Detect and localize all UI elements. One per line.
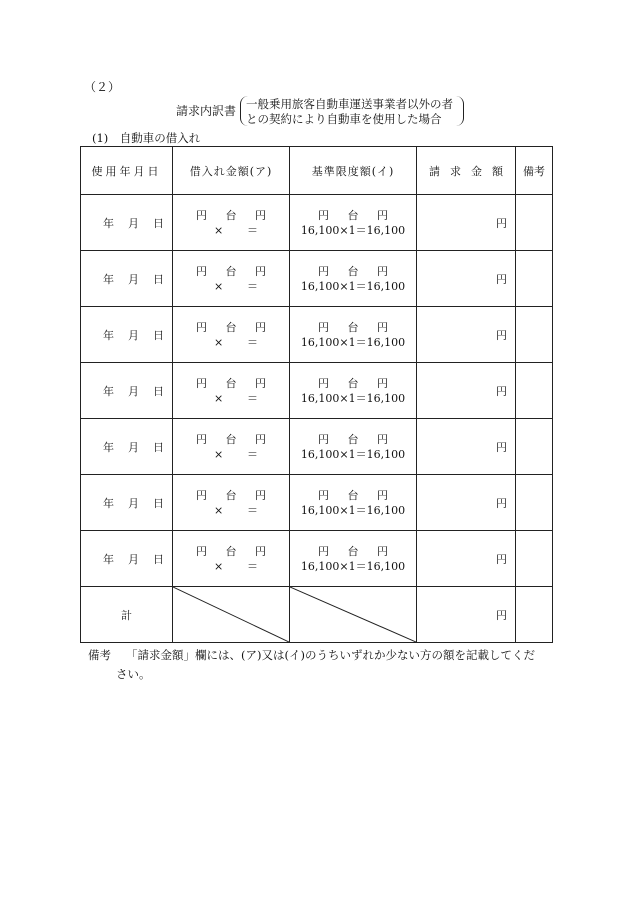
total-row — [81, 587, 553, 643]
date-day-label: 日 — [153, 216, 164, 230]
claim-amount-cell[interactable] — [417, 475, 516, 531]
limit-formula: 16,100×1＝16,100 — [300, 391, 406, 405]
header-claim-amount — [417, 147, 516, 195]
date-month-label: 月 — [128, 216, 139, 230]
loan-equals-sign: ＝ — [247, 559, 258, 573]
date-day-label: 日 — [153, 328, 164, 342]
loan-total-yen-label: 円 — [255, 208, 266, 222]
loan-yen-label: 円 — [196, 544, 207, 558]
loan-amount-cell[interactable] — [173, 475, 290, 531]
table-row — [81, 475, 553, 531]
table-row — [81, 531, 553, 587]
loan-times-sign: × — [214, 335, 224, 349]
usage-date-cell[interactable] — [81, 475, 173, 531]
limit-yen-label: 円 — [318, 488, 329, 502]
limit-amount-cell[interactable] — [290, 531, 417, 587]
limit-amount-cell[interactable] — [290, 363, 417, 419]
table-row — [81, 195, 553, 251]
remarks-note-continuation: さい。 — [116, 667, 151, 681]
table-row — [81, 307, 553, 363]
date-day-label: 日 — [153, 440, 164, 454]
date-day-label: 日 — [153, 384, 164, 398]
date-year-label: 年 — [103, 552, 114, 566]
limit-yen-label: 円 — [318, 544, 329, 558]
remarks-cell[interactable] — [516, 419, 553, 475]
limit-formula: 16,100×1＝16,100 — [300, 335, 406, 349]
date-day-label: 日 — [153, 272, 164, 286]
loan-units-label: 台 — [225, 320, 237, 334]
date-year-label: 年 — [103, 440, 114, 454]
limit-units-label: 台 — [347, 208, 359, 222]
limit-amount-cell[interactable] — [290, 251, 417, 307]
claim-yen-label: 円 — [496, 328, 507, 342]
limit-units-label: 台 — [347, 320, 359, 334]
header-claim-char: 金 — [471, 164, 482, 178]
table-header-row — [81, 147, 553, 195]
form-title: 請求内訳書 — [176, 104, 237, 118]
date-month-label: 月 — [128, 496, 139, 510]
limit-total-yen-label: 円 — [377, 264, 388, 278]
loan-amount-cell[interactable] — [173, 251, 290, 307]
loan-units-label: 台 — [225, 208, 237, 222]
limit-formula: 16,100×1＝16,100 — [300, 503, 406, 517]
claim-amount-cell[interactable] — [417, 195, 516, 251]
loan-total-yen-label: 円 — [255, 488, 266, 502]
diagonal-strike-icon — [173, 587, 289, 642]
limit-amount-cell[interactable] — [290, 195, 417, 251]
total-limit-cell-crossed — [290, 587, 417, 643]
date-month-label: 月 — [128, 328, 139, 342]
date-year-label: 年 — [103, 272, 114, 286]
limit-amount-cell[interactable] — [290, 419, 417, 475]
claim-breakdown-table — [80, 146, 553, 643]
loan-times-sign: × — [214, 559, 224, 573]
limit-total-yen-label: 円 — [377, 208, 388, 222]
usage-date-cell[interactable] — [81, 307, 173, 363]
loan-total-yen-label: 円 — [255, 432, 266, 446]
loan-amount-cell[interactable] — [173, 419, 290, 475]
remarks-note — [88, 646, 558, 684]
loan-equals-sign: ＝ — [247, 503, 258, 517]
header-claim-char: 請 — [429, 164, 440, 178]
loan-yen-label: 円 — [196, 432, 207, 446]
total-remarks-cell — [516, 587, 553, 643]
usage-date-cell[interactable] — [81, 363, 173, 419]
date-year-label: 年 — [103, 496, 114, 510]
claim-amount-cell[interactable] — [417, 363, 516, 419]
loan-times-sign: × — [214, 503, 224, 517]
limit-units-label: 台 — [347, 488, 359, 502]
limit-amount-cell[interactable] — [290, 475, 417, 531]
loan-amount-cell[interactable] — [173, 195, 290, 251]
loan-amount-cell[interactable] — [173, 531, 290, 587]
remarks-note-text: 「請求金額」欄には、(ア)又は(イ)のうちいずれか少ない方の額を記載してくだ — [126, 648, 535, 662]
date-month-label: 月 — [128, 272, 139, 286]
limit-units-label: 台 — [347, 544, 359, 558]
header-usage-date: 使用年月日 — [81, 147, 173, 195]
claim-yen-label: 円 — [496, 216, 507, 230]
total-label: 計 — [81, 587, 173, 643]
loan-units-label: 台 — [225, 264, 237, 278]
limit-yen-label: 円 — [318, 432, 329, 446]
loan-amount-cell[interactable] — [173, 307, 290, 363]
claim-yen-label: 円 — [496, 384, 507, 398]
date-year-label: 年 — [103, 328, 114, 342]
date-year-label: 年 — [103, 216, 114, 230]
loan-times-sign: × — [214, 279, 224, 293]
remarks-cell[interactable] — [516, 475, 553, 531]
claim-yen-label: 円 — [496, 552, 507, 566]
usage-date-cell[interactable] — [81, 251, 173, 307]
title-qualifier — [240, 96, 464, 126]
loan-total-yen-label: 円 — [255, 264, 266, 278]
loan-equals-sign: ＝ — [247, 279, 258, 293]
limit-units-label: 台 — [347, 376, 359, 390]
loan-units-label: 台 — [225, 432, 237, 446]
date-day-label: 日 — [153, 552, 164, 566]
limit-amount-cell[interactable] — [290, 307, 417, 363]
loan-total-yen-label: 円 — [255, 320, 266, 334]
header-limit-amount: 基準限度額(イ) — [290, 147, 417, 195]
loan-times-sign: × — [214, 223, 224, 237]
limit-total-yen-label: 円 — [377, 376, 388, 390]
claim-amount-cell[interactable] — [417, 251, 516, 307]
usage-date-cell[interactable] — [81, 531, 173, 587]
table-row — [81, 363, 553, 419]
limit-units-label: 台 — [347, 264, 359, 278]
date-month-label: 月 — [128, 440, 139, 454]
date-month-label: 月 — [128, 384, 139, 398]
usage-date-cell[interactable] — [81, 419, 173, 475]
diagonal-strike-icon — [290, 587, 416, 642]
limit-yen-label: 円 — [318, 208, 329, 222]
title-qualifier-line1: 一般乗用旅客自動車運送事業者以外の者 — [246, 97, 453, 111]
date-month-label: 月 — [128, 552, 139, 566]
total-claim-yen: 円 — [496, 608, 507, 622]
table-row — [81, 419, 553, 475]
loan-yen-label: 円 — [196, 264, 207, 278]
loan-yen-label: 円 — [196, 320, 207, 334]
loan-yen-label: 円 — [196, 488, 207, 502]
limit-total-yen-label: 円 — [377, 432, 388, 446]
remarks-cell[interactable] — [516, 363, 553, 419]
date-year-label: 年 — [103, 384, 114, 398]
claim-amount-cell[interactable] — [417, 307, 516, 363]
claim-yen-label: 円 — [496, 272, 507, 286]
limit-yen-label: 円 — [318, 376, 329, 390]
loan-equals-sign: ＝ — [247, 391, 258, 405]
title-qualifier-line2: との契約により自動車を使用した場合 — [246, 112, 442, 126]
claim-yen-label: 円 — [496, 496, 507, 510]
remarks-cell[interactable] — [516, 195, 553, 251]
section-number: （２） — [84, 80, 121, 94]
loan-total-yen-label: 円 — [255, 544, 266, 558]
limit-total-yen-label: 円 — [377, 320, 388, 334]
table-row — [81, 251, 553, 307]
header-remarks: 備考 — [516, 147, 553, 195]
limit-yen-label: 円 — [318, 320, 329, 334]
loan-equals-sign: ＝ — [247, 335, 258, 349]
remarks-cell[interactable] — [516, 251, 553, 307]
claim-amount-cell[interactable] — [417, 531, 516, 587]
loan-units-label: 台 — [225, 544, 237, 558]
loan-units-label: 台 — [225, 488, 237, 502]
limit-formula: 16,100×1＝16,100 — [300, 223, 406, 237]
claim-amount-cell[interactable] — [417, 419, 516, 475]
loan-equals-sign: ＝ — [247, 447, 258, 461]
loan-equals-sign: ＝ — [247, 223, 258, 237]
header-claim-char: 額 — [492, 164, 503, 178]
claim-yen-label: 円 — [496, 440, 507, 454]
limit-total-yen-label: 円 — [377, 544, 388, 558]
usage-date-cell[interactable] — [81, 195, 173, 251]
limit-total-yen-label: 円 — [377, 488, 388, 502]
remarks-cell[interactable] — [516, 307, 553, 363]
loan-amount-cell[interactable] — [173, 363, 290, 419]
header-loan-amount: 借入れ金額(ア) — [173, 147, 290, 195]
limit-units-label: 台 — [347, 432, 359, 446]
loan-units-label: 台 — [225, 376, 237, 390]
limit-yen-label: 円 — [318, 264, 329, 278]
loan-times-sign: × — [214, 391, 224, 405]
total-claim-cell — [417, 587, 516, 643]
limit-formula: 16,100×1＝16,100 — [300, 447, 406, 461]
loan-yen-label: 円 — [196, 208, 207, 222]
loan-times-sign: × — [214, 447, 224, 461]
total-loan-cell-crossed — [173, 587, 290, 643]
loan-yen-label: 円 — [196, 376, 207, 390]
remarks-note-label: 備考 — [88, 648, 111, 662]
limit-formula: 16,100×1＝16,100 — [300, 559, 406, 573]
header-claim-char: 求 — [450, 164, 461, 178]
date-day-label: 日 — [153, 496, 164, 510]
remarks-cell[interactable] — [516, 531, 553, 587]
loan-total-yen-label: 円 — [255, 376, 266, 390]
subsection-heading: (1) 自動車の借入れ — [92, 131, 201, 145]
limit-formula: 16,100×1＝16,100 — [300, 279, 406, 293]
